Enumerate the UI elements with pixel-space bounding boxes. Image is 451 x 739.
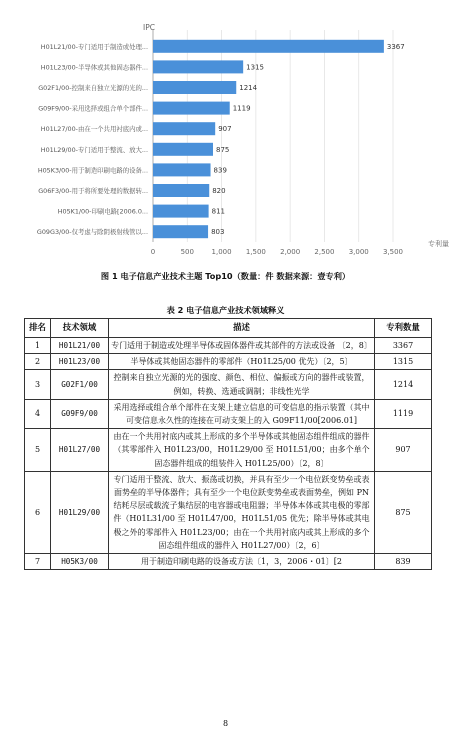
rank-cell: 3 <box>25 370 51 399</box>
rank-cell: 1 <box>25 338 51 354</box>
description-cell: 专门适用于制造或处理半导体或固体器件或其部件的方法或设备 〔2，8〕 <box>109 338 375 354</box>
table-row <box>25 399 432 428</box>
bar <box>153 205 209 218</box>
x-tick-label: 1,000 <box>211 248 232 256</box>
rank-cell: 5 <box>25 429 51 472</box>
code-cell: H01L29/00 <box>51 471 109 553</box>
rank-cell: 2 <box>25 354 51 370</box>
description-cell: 采用选择或组合单个部件在支架上建立信息的可变信息的指示装置（其中可变信息永久性的连接在可动支架上的入 G09F11/00[2006.01] <box>109 399 375 428</box>
tech-field-table <box>24 318 432 570</box>
category-label: H01L27/00-由在一个共用衬底内或... <box>40 125 148 134</box>
header-rank: 排名 <box>25 319 51 338</box>
header-patent-count: 专利数量 <box>375 319 432 338</box>
description-cell: 专门适用于整流、放大、振荡或切换，并具有至少一个电位跃变势垒或表面势垒的半导体器件；具有至少一个电位跃变势垒或表面势垒，例如 PN 结耗尽层或载流子集结层的电容器或电阻器；半导体本体或其电极的零部件（H01L31/00 至 H01L47/00，H01L51/05 优先；除半导体或其电极之外的零部件入 H01L23/00；由在一个共用衬底内或其上形成的多个固态组件组成的器件入 H01L27/00）〔2，6〕 <box>109 471 375 553</box>
table-caption: 表 2 电子信息产业技术领域释义 <box>166 305 285 315</box>
table-row <box>25 370 432 399</box>
x-tick-labels <box>151 248 403 256</box>
header-tech-field: 技术领域 <box>51 319 109 338</box>
value-label: 820 <box>212 187 226 195</box>
category-label: H01L21/00-专门适用于制造或处理... <box>40 42 148 51</box>
bar <box>153 163 211 176</box>
description-cell: 用于制造印刷电路的设备或方法〔1，3，2006・01〕[2 <box>109 554 375 570</box>
count-cell: 839 <box>375 554 432 570</box>
x-tick-label: 3,500 <box>382 248 404 256</box>
description-cell: 控制来自独立光源的光的强度、颜色、相位、偏振或方向的器件或装置，例如，转换、选通或调制；非线性光学 <box>109 370 375 399</box>
category-label: G06F3/00-用于将所要处理的数据转... <box>38 187 148 195</box>
x-tick-label: 2,500 <box>314 248 335 256</box>
bar <box>153 81 236 94</box>
value-label: 803 <box>211 228 225 237</box>
value-label: 811 <box>211 207 225 216</box>
category-label: H05K1/00-印刷电路[2006.0... <box>57 207 148 216</box>
description-cell: 由在一个共用衬底内或其上形成的多个半导体或其他固态组件组成的器件（其零部件入 H01L23/00，H01L29/00 至 H01L51/00；由多个单个固态器件组成的组装件入 H01L25/00）〔2，8〕 <box>109 429 375 472</box>
bar <box>153 60 243 73</box>
ipc-bar-chart <box>0 0 451 262</box>
rank-cell: 6 <box>25 471 51 553</box>
value-label: 907 <box>218 125 232 134</box>
table-header-row <box>25 319 432 338</box>
category-label: G09G3/00-仅考虑与除阴极射线管以... <box>36 228 148 237</box>
category-labels <box>37 42 148 236</box>
table-row <box>25 471 432 553</box>
table-row <box>25 354 432 370</box>
y-axis-title: IPC <box>143 23 155 32</box>
bar <box>153 184 209 197</box>
value-label: 1315 <box>246 63 264 72</box>
count-cell: 1214 <box>375 370 432 399</box>
x-tick-label: 0 <box>150 248 156 256</box>
table-row <box>25 554 432 570</box>
code-cell: H01L21/00 <box>51 338 109 354</box>
value-label: 839 <box>213 166 227 175</box>
x-tick-label: 2,000 <box>280 248 301 256</box>
category-label: G09F9/00-采用选择或组合单个部件... <box>38 104 148 113</box>
count-cell: 1315 <box>375 354 432 370</box>
bar <box>153 143 213 156</box>
category-label: H01L23/00-半导体或其他固态器件... <box>40 63 148 72</box>
code-cell: G02F1/00 <box>51 370 109 399</box>
code-cell: G09F9/00 <box>51 399 109 428</box>
table-row <box>25 429 432 472</box>
x-tick-label: 500 <box>180 248 194 256</box>
rank-cell: 4 <box>25 399 51 428</box>
page-number: 8 <box>222 719 229 728</box>
count-cell: 1119 <box>375 399 432 428</box>
code-cell: H01L27/00 <box>51 429 109 472</box>
header-description: 描述 <box>109 319 375 338</box>
value-label: 3367 <box>386 42 405 51</box>
figure-caption: 图 1 电子信息产业技术主题 Top10（数量：件 数据来源：壹专利） <box>100 271 351 281</box>
x-tick-label: 1,500 <box>245 248 266 256</box>
code-cell: H05K3/00 <box>51 554 109 570</box>
table-row <box>25 338 432 354</box>
count-cell: 875 <box>375 471 432 553</box>
x-tick-label: 3,000 <box>348 248 369 256</box>
bar <box>153 102 230 115</box>
category-label: H05K3/00-用于制造印刷电路的设备... <box>37 166 148 175</box>
description-cell: 半导体或其他固态器件的零部件（H01L25/00 优先）〔2，5〕 <box>109 354 375 370</box>
bar <box>153 225 208 238</box>
category-label: G02F1/00-控制来自独立光源的光的... <box>38 84 148 92</box>
value-label: 1119 <box>232 104 251 113</box>
bar <box>153 40 384 53</box>
rank-cell: 7 <box>25 554 51 570</box>
bar <box>153 122 215 135</box>
value-label: 1214 <box>239 84 258 92</box>
count-cell: 3367 <box>375 338 432 354</box>
count-cell: 907 <box>375 429 432 472</box>
x-axis-title: 专利量 <box>428 240 449 248</box>
code-cell: H01L23/00 <box>51 354 109 370</box>
value-label: 875 <box>216 145 230 154</box>
category-label: H01L29/00-专门适用于整流、放大... <box>40 145 148 154</box>
